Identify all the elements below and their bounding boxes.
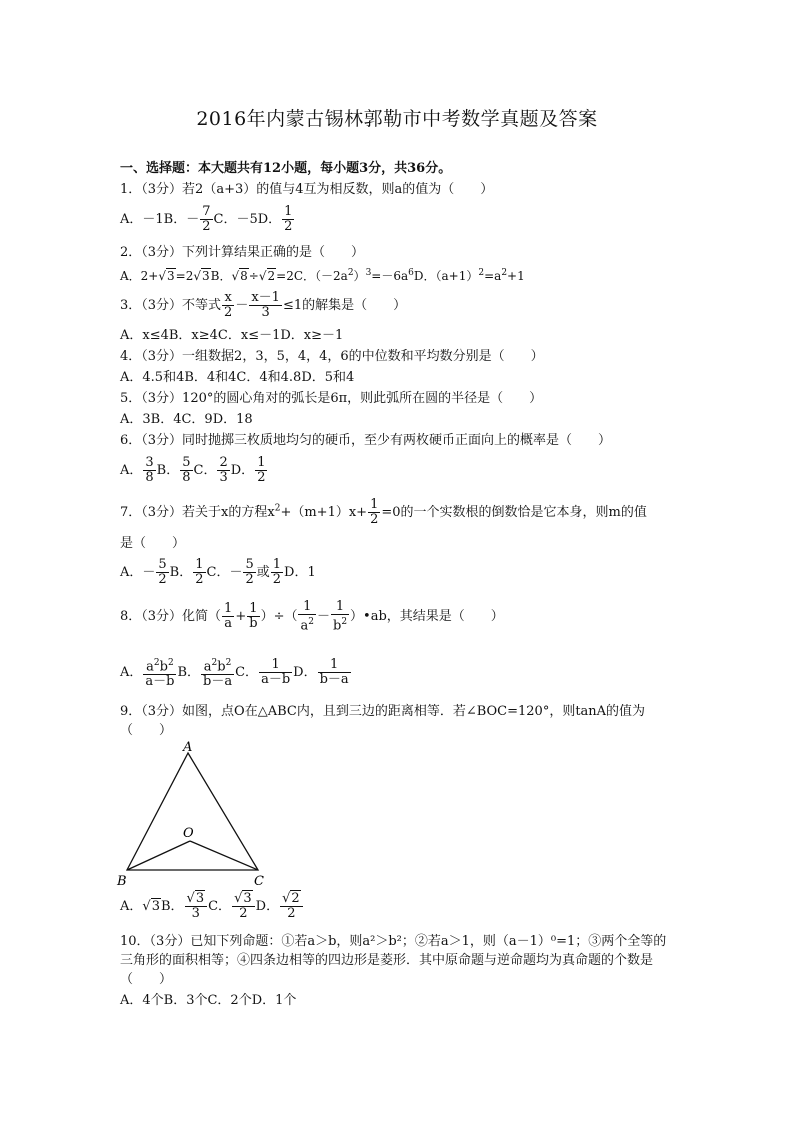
- fraction: $\frac{√3}{2}$: [232, 892, 255, 921]
- fraction: $\frac{7}{2}$: [202, 204, 211, 234]
- fraction: $\frac{1}{2}$: [195, 557, 204, 587]
- fraction: $\frac{5}{2}$: [158, 557, 167, 587]
- triangle-figure: [115, 740, 275, 890]
- segment-bo: [127, 841, 190, 870]
- fraction: $\frac{√2}{2}$: [280, 892, 303, 921]
- question-7-stem: 7．（3分）若关于x的方程$x^2+(m+1)x+$ $\frac{1}{2}$ =0的一个实数根的倒数恰是它本身，则m的值: [120, 497, 647, 527]
- question-3-options: A．x≤4B．x≥4C．x≤－1D．x≥－1: [120, 328, 344, 343]
- fraction: $\frac{a^2b^2}{a-b}$: [145, 658, 175, 690]
- question-7-options: A．－ $\frac{5}{2}$ B． $\frac{1}{2}$ C．－ $\frac{5}{2}$ 或 $\frac{1}{2}$ D．1: [120, 557, 316, 587]
- question-2-stem: 2．（3分）下列计算结果正确的是（ ）: [120, 245, 365, 260]
- question-2-options: A．2+√3=2√3B．√8÷√2=2C．$(-2a^2)^3=-6a^6D$．$(a+1)^2=a^2+1$: [120, 268, 525, 283]
- fraction: $\frac{5}{8}$: [182, 455, 191, 485]
- question-8-stem: 8．（3分）化简（ $\frac{1}{a}$ + $\frac{1}{b}$ ）÷（ $\frac{1}{a^2}$ － $\frac{1}{b^2}$ ）•ab，其结果是（ ）: [120, 599, 504, 634]
- label-b: B: [117, 874, 127, 889]
- label-a: A: [183, 740, 193, 755]
- page-title: 2016年内蒙古锡林郭勒市中考数学真题及答案: [196, 108, 598, 130]
- fraction: $\frac{x-1}{3}$: [251, 290, 280, 320]
- fraction: $\frac{1}{b}$: [249, 601, 258, 632]
- fraction: $\frac{1}{2}$: [272, 557, 282, 587]
- sqrt: √3: [193, 269, 210, 283]
- question-1-stem: 1．（3分）若2（a+3）的值与4互为相反数，则a的值为（ ）: [120, 182, 494, 197]
- section-heading: 一、选择题：本大题共有12小题，每小题3分，共36分。: [120, 161, 452, 176]
- question-7-stem-cont: 是（ ）: [120, 536, 186, 551]
- fraction: $\frac{1}{2}$: [284, 204, 293, 234]
- question-1-options: A．－1B．－ $\frac{7}{2}$ C．－5D． $\frac{1}{2}$: [120, 204, 293, 234]
- sqrt: √8: [231, 269, 248, 283]
- fraction: $\frac{1}{a^2}$: [300, 599, 314, 634]
- question-10-options: A．4个B．3个C．2个D．1个: [120, 993, 297, 1008]
- fraction: $\frac{2}{3}$: [219, 455, 228, 485]
- fraction: $\frac{a^2b^2}{b-a}$: [203, 658, 233, 690]
- question-9-stem: 9．（3分）如图，点O在△ABC内，且到三边的距离相等．若∠BOC=120°，则tanA的值为（ ）: [120, 704, 646, 738]
- fraction: $\frac{1}{2}$: [370, 497, 379, 527]
- fraction: $\frac{5}{2}$: [245, 557, 254, 587]
- question-5-options: A．3B．4C．9D．18: [120, 412, 253, 427]
- question-6-stem: 6．（3分）同时抛掷三枚质地均匀的硬币，至少有两枚硬币正面向上的概率是（ ）: [120, 433, 612, 448]
- question-6-options: A． $\frac{3}{8}$ B． $\frac{5}{8}$ C． $\frac{2}{3}$ D． $\frac{1}{2}$: [120, 455, 266, 485]
- fraction: $\frac{1}{b-a}$: [319, 657, 349, 688]
- sqrt: √2: [258, 269, 276, 283]
- question-5-stem: 5．（3分）120°的圆心角对的弧长是6π，则此弧所在圆的半径是（ ）: [120, 391, 543, 406]
- label-o: O: [183, 826, 194, 841]
- fraction: $\frac{1}{a}$: [224, 601, 233, 632]
- question-10-stem: 10．（3分）已知下列命题：①若a＞b，则a²＞b²；②若a＞1，则（a－1）⁰=1；③两个全等的三角形的面积相等；④四条边相等的四边形是菱形．其中原命题与逆命题均为真命题的个数是（ ）: [120, 934, 667, 987]
- fraction: $\frac{3}{8}$: [145, 455, 154, 485]
- triangle-abc: [127, 753, 258, 870]
- label-c: C: [254, 874, 264, 889]
- fraction: $\frac{1}{2}$: [257, 455, 266, 485]
- question-4-options: A．4.5和4B．4和4C．4和4.8D．5和4: [120, 370, 355, 385]
- fraction: $\frac{√3}{3}$: [185, 892, 208, 921]
- question-3-stem: 3．（3分）不等式 $\frac{x}{2}$ － $\frac{x-1}{3}$ ≤1的解集是（ ）: [120, 290, 407, 320]
- fraction: $\frac{1}{a-b}$: [261, 657, 291, 688]
- fraction: $\frac{x}{2}$: [224, 290, 233, 320]
- question-8-options: A． $\frac{a^2b^2}{a-b}$ B． $\frac{a^2b^2}{b-a}$ C． $\frac{1}{a-b}$ D． $\frac{1}{b-a}$: [120, 657, 349, 690]
- segment-co: [190, 841, 258, 870]
- question-9-options: A．√3B． $\frac{√3}{3}$ C． $\frac{√3}{2}$ D． $\frac{√2}{2}$: [120, 892, 680, 921]
- fraction: $\frac{1}{b^2}$: [332, 599, 348, 634]
- sqrt: √3: [158, 269, 175, 283]
- sqrt: √3: [142, 899, 160, 914]
- question-4-stem: 4．（3分）一组数据2，3，5，4，4，6的中位数和平均数分别是（ ）: [120, 349, 544, 364]
